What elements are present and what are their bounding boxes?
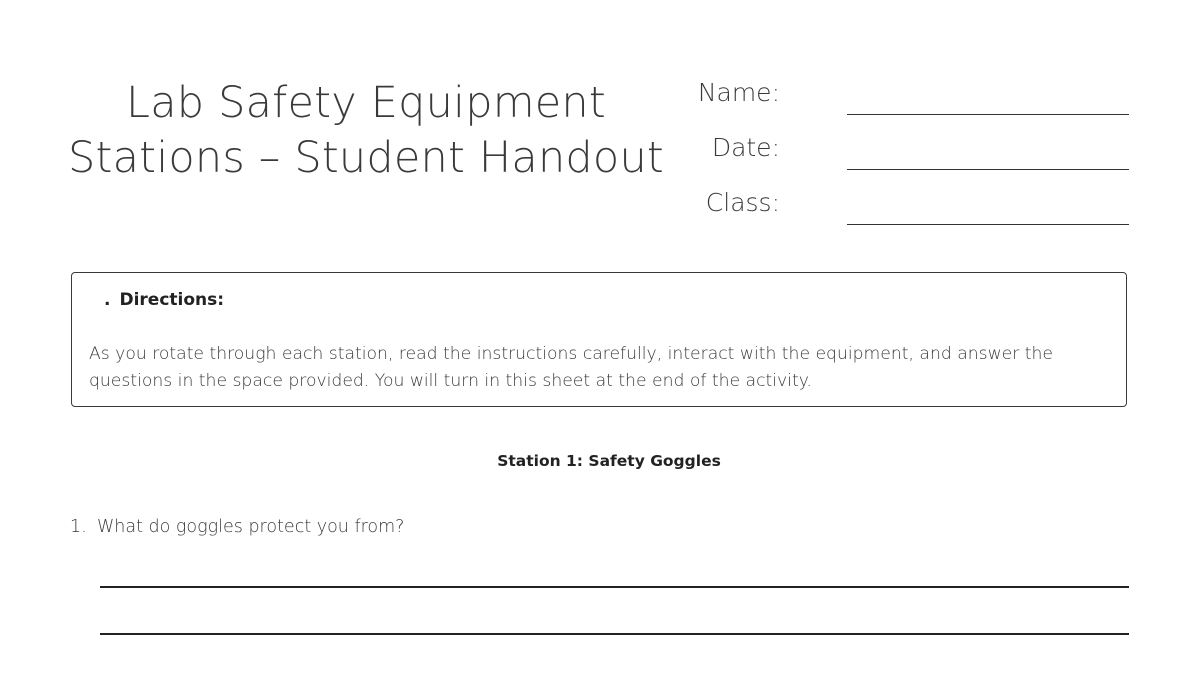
directions-text: As you rotate through each station, read the instructions carefully, interact with the equipment, and answer the questions in the space provided. You will turn in this sheet at the end of the activity.	[89, 344, 1053, 391]
question-item	[70, 517, 404, 537]
date-field	[711, 129, 1140, 184]
directions-bullet: .	[104, 290, 111, 310]
question-number: 1.	[70, 517, 87, 537]
class-field	[705, 184, 1140, 239]
directions-box	[71, 272, 1127, 407]
student-info-fields	[697, 74, 1140, 239]
date-label: Date:	[711, 133, 780, 162]
class-label: Class:	[705, 188, 780, 217]
title-line-1: Lab Safety Equipment	[126, 78, 606, 128]
name-blank-line[interactable]	[847, 114, 1129, 115]
directions-heading	[104, 290, 224, 310]
name-label: Name:	[697, 78, 780, 107]
class-blank-line[interactable]	[847, 224, 1129, 225]
date-blank-line[interactable]	[847, 169, 1129, 170]
answer-line[interactable]	[100, 633, 1129, 635]
station-heading: Station 1: Safety Goggles	[497, 452, 721, 470]
page-title	[60, 76, 672, 186]
directions-heading-label: Directions:	[119, 290, 225, 310]
answer-line[interactable]	[100, 586, 1129, 588]
name-field	[697, 74, 1140, 129]
question-text: What do goggles protect you from?	[97, 517, 405, 537]
title-line-2: Stations – Student Handout	[68, 133, 664, 183]
